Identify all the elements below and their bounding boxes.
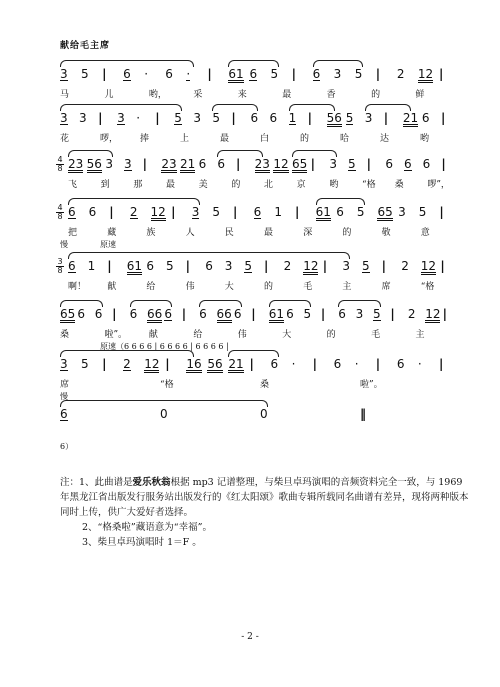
barline: | [142,157,148,171]
note-digit: 6 [165,67,173,81]
lyric-syllable: 最 [166,180,176,190]
lyric-syllable: 儿 [104,90,114,100]
barline: | [109,205,114,219]
note-digit: 6 [336,205,344,219]
note-digit: 61 [228,67,244,81]
note-digit: 1 [274,205,282,219]
note-digit: 12 [150,205,166,219]
barline: | [439,205,444,219]
barline: | [264,259,269,273]
note-digit: 6 [68,259,76,273]
barline: | [207,67,212,81]
lyric-syllable: 京 [296,180,306,190]
note-digit: 12 [144,357,160,371]
score-line [60,308,480,354]
note-digit: 56 [326,111,342,125]
note-digit: 2 [407,307,416,321]
barline: | [310,157,316,171]
note-digit: 6 [249,67,258,81]
note-digit: 5 [166,259,174,273]
note-digit: 6 [404,157,412,171]
note-digit: 6 [270,357,279,371]
note-digit: 5 [362,259,370,273]
note-digit: 3 [333,67,342,81]
note-digit: 5 [418,205,427,219]
note-digit: 5 [303,307,312,321]
note-digit: 61 [126,259,143,273]
note-digit: 12 [420,259,437,273]
footnote-1: 注：1、此曲谱是爱乐秋翁根据 mp3 记谱整理，与柴旦卓玛演唱的音频资料完全一致，与 1969 年黑龙江省出版发行服务站出版发行的《红太阳颂》歌曲专辑所载同名曲谱有差异，现将两种版本同时上传，供广大爱好者选择。 [60,477,469,518]
note-digit: 1 [87,259,96,273]
note-digit: 56 [86,157,102,171]
barline: | [165,357,170,371]
note-digit: 65 [292,157,308,171]
note-digit: 3 [329,157,337,171]
slur [60,400,268,407]
barline: | [442,307,447,321]
note-digit: 5 [212,111,221,125]
lyric-syllable: 鲜 [415,90,425,100]
note-digit: 6 [286,307,294,321]
author-name: 爱乐秋翁 [132,477,171,488]
note-digit: 2 [401,259,409,273]
time-signature [56,258,64,275]
lyric-syllable: 采 [193,90,203,100]
note-digit: 0 [160,407,168,421]
note-digit: 6 [312,67,321,81]
lyric-syllable: 的 [326,330,336,340]
lyric-syllable: 的 [342,228,352,238]
tempo-marking: 原速 [100,240,116,249]
note-digit: 16 [186,357,202,371]
note-digit: 6 [333,357,342,371]
lyric-syllable: 给 [146,282,156,292]
note-digit: 6 [338,307,346,321]
note-digit: 21 [402,111,419,125]
lyric-syllable: 把 [68,228,78,238]
lyric-syllable: 的 [231,180,241,190]
note-digit: 5 [81,67,89,81]
lyric-syllable: 飞 [68,180,78,190]
note-digit: 2 [396,67,405,81]
lyric-syllable: 伟 [185,282,195,292]
score-line [57,203,480,252]
lyric-syllable: 的 [300,134,310,144]
barline: | [438,67,444,81]
lyric-syllable: 哟 [329,180,339,190]
note-digit: 5 [348,157,356,171]
lyric-syllable: “格 [420,282,435,292]
note-digit: 6 [385,157,393,171]
note-digit: 6 [164,307,172,321]
tempo-marking: 慢 [60,240,68,249]
slur [269,300,312,307]
lyric-syllable: 白 [260,134,270,144]
barline: | [366,157,372,171]
note-digit: 6 [396,357,405,371]
time-signature-bottom: 8 [57,164,63,173]
slur [68,252,350,259]
lyric-syllable: 伟 [237,330,247,340]
note-digit: 5 [174,111,182,125]
slur [60,104,182,111]
time-signature-top: 4 [57,155,63,164]
note-digit: 6 [269,111,278,125]
barline: | [291,67,296,81]
note-digit: · [417,357,422,371]
lyric-syllable: 的 [371,90,381,100]
barline: | [231,111,236,125]
barline: | [251,307,256,321]
lyric-syllable: 主 [415,330,425,340]
lyric-syllable: 深 [303,228,313,238]
note-digit: · [291,357,296,371]
note-digit: 23 [68,157,84,171]
lyric-syllable: 族 [146,228,156,238]
lyric-syllable: 香 [326,90,336,100]
barline: | [381,259,386,273]
slur [365,104,411,111]
note-digit: 65 [60,307,76,321]
note-digit: 6 [94,307,103,321]
slur [60,350,194,357]
note-digit: 6 [129,307,138,321]
score-line [60,112,480,158]
note-digit: 5 [270,67,279,81]
note-digit: 6 [123,67,131,81]
slur [199,300,242,307]
note-digit: 1 [288,111,297,125]
barline: | [320,307,326,321]
lyric-syllable: 马 [60,90,70,100]
lyric-syllable: 桑 [394,180,404,190]
slur [212,104,258,111]
lyric-syllable: 哟， [148,90,167,100]
note-digit: 12 [417,67,434,81]
footnotes [60,475,470,550]
page-header: 献给毛主席 [60,41,111,51]
slur [217,150,262,157]
barline: | [390,307,395,321]
note-digit: 6 [421,111,430,125]
note-digit: · [186,67,191,81]
barline: | [383,111,389,125]
slur [68,150,113,157]
note-digit: 6 [68,205,76,219]
note-digit: 61 [315,205,331,219]
note-digit: 3 [355,307,364,321]
note-digit: 3 [191,205,200,219]
note-digit: 3 [193,111,201,125]
lyric-syllable: 哈 [340,134,350,144]
note-digit: 2 [283,259,292,273]
barline: | [438,357,444,371]
lyric-syllable: 最 [220,134,230,144]
time-signature [56,204,64,221]
score-line [60,408,480,454]
lyric-syllable: 最 [264,228,274,238]
lyric-syllable: “格 [362,180,376,190]
time-signature [56,156,64,173]
tempo-marking: 慢 [60,392,68,401]
slur [316,198,365,205]
note-digit: 21 [228,357,244,371]
note-digit: 6 [422,157,431,171]
note-digit: 23 [254,157,270,171]
lyric-syllable: 民 [224,228,234,238]
note-digit: 5 [212,205,221,219]
slur [228,60,278,67]
lyric-syllable: 达 [380,134,390,144]
lyric-syllable: 藏 [107,228,117,238]
barline: | [375,357,381,371]
barline: | [102,67,107,81]
barline: | [236,157,241,171]
final-barline: ‖ [360,407,366,421]
lyric-syllable: 北 [264,180,274,190]
note-digit: 3 [342,259,351,273]
slur [313,60,363,67]
note-digit: 5 [244,259,253,273]
note-digit: 6 [199,307,207,321]
footnote-2: 2、“格桑啦”藏语意为“幸福”。 [82,522,212,533]
barline: | [107,259,112,273]
lyric-syllable: 最 [282,90,292,100]
footnote-3: 3、柴旦卓玛演唱时 1＝F 。 [82,537,202,548]
slur [228,350,278,357]
barline: | [171,205,176,219]
barline: | [322,259,328,273]
note-digit: 12 [273,157,289,171]
slur [60,60,194,67]
note-digit: 2 [129,205,138,219]
lyric-syllable: 上 [180,134,190,144]
note-digit: 6 [217,157,225,171]
barline: | [185,259,190,273]
lyric-syllable: 来 [237,90,247,100]
note-digit: 12 [425,307,441,321]
lyric-syllable: 啦”。 [360,380,383,390]
barline: | [307,111,312,125]
barline: | [102,357,107,371]
note-digit: 3 [60,111,68,125]
barline: | [233,205,238,219]
time-signature-bottom: 8 [57,212,63,221]
note-digit: 6 [205,259,213,273]
barline: | [440,111,446,125]
barline: | [98,111,103,125]
note-digit: 6 [253,205,262,219]
note-digit: 66 [146,307,163,321]
lyric-syllable: 献 [148,330,158,340]
lyric-syllable: 献 [107,282,117,292]
note-digit: 56 [207,357,223,371]
note-digit: 0 [260,407,268,421]
note-digit: 23 [161,157,177,171]
lyric-syllable: 主 [342,282,352,292]
note-digit: 6 [250,111,259,125]
note-digit: 65 [377,205,393,219]
note-digit: 12 [303,259,319,273]
lyric-syllable: 啦”。 [104,330,128,340]
barline: | [155,111,160,125]
barline: | [440,259,445,273]
barline: | [181,307,187,321]
barline: | [441,157,446,171]
note-digit: 3 [398,205,406,219]
note-digit: 3 [124,157,132,171]
note-digit: · [136,111,141,125]
page-number: - 2 - [241,632,259,642]
barline: | [375,67,381,81]
lyric-syllable: 美 [198,180,208,190]
note-digit: 5 [373,307,381,321]
slur [289,104,335,111]
lyric-syllable: 毛 [371,330,381,340]
lyric-syllable: 哟 [420,134,430,144]
note-digit: 3 [105,157,113,171]
slur [338,300,381,307]
time-signature-top: 3 [57,257,63,266]
score-line [57,257,480,306]
slur [130,300,173,307]
lyric-syllable: 席 [381,282,391,292]
note-digit: 5 [81,357,89,371]
lyric-syllable: “格 [160,380,174,390]
lyric-syllable: 大 [224,282,234,292]
lyric-syllable: 大 [282,330,292,340]
lyric-syllable: 席 [60,380,70,390]
tempo-marking: 原速（6 6 6 6 | 6 6 6 6 | 6 6 6 6 | [100,342,229,351]
lyric-syllable: 啰”， [427,180,450,190]
note-digit: 3 [60,67,68,81]
note-digit: 2 [123,357,131,371]
slur [68,198,200,205]
barline: | [112,307,117,321]
note-digit: 61 [268,307,284,321]
lyric-syllable: 人 [185,228,195,238]
barline: | [249,357,254,371]
lyric-syllable: 给 [193,330,203,340]
lyric-syllable: 啊！ [68,282,87,292]
lyric-syllable: 毛 [303,282,313,292]
barline: | [312,357,318,371]
lyric-syllable: 的 [264,282,274,292]
lyric-syllable: 到 [100,180,110,190]
note-digit: 5 [345,111,354,125]
note-digit: 6 [77,307,86,321]
note-digit: 3 [79,111,87,125]
lyric-syllable: 啰， [100,134,119,144]
lyric-syllable: 那 [133,180,143,190]
note-digit: 3 [60,357,68,371]
tempo-marking: 6） [60,442,74,451]
time-signature-top: 4 [57,203,63,212]
note-digit: 21 [180,157,196,171]
lyric-syllable: 意 [420,228,430,238]
note-digit: 5 [354,67,363,81]
note-digit: 6 [60,407,68,421]
note-digit: · [354,357,359,371]
note-digit: 66 [216,307,232,321]
time-signature-bottom: 8 [57,266,63,275]
lyric-syllable: 敬 [381,228,391,238]
note-digit: · [144,67,149,81]
lyric-syllable: 桑 [60,330,70,340]
note-digit: 6 [198,157,207,171]
slur [292,150,337,157]
score-line [60,358,480,404]
slur [60,300,103,307]
note-digit: 5 [356,205,365,219]
barline: | [294,205,300,219]
note-digit: 3 [224,259,233,273]
note-digit: 6 [146,259,155,273]
note-digit: 6 [88,205,97,219]
note-digit: 3 [364,111,373,125]
lyric-syllable: 捧 [140,134,150,144]
note-digit: 6 [233,307,242,321]
note-digit: 3 [117,111,125,125]
lyric-syllable: 花 [60,134,70,144]
lyric-syllable: 桑 [260,380,270,390]
